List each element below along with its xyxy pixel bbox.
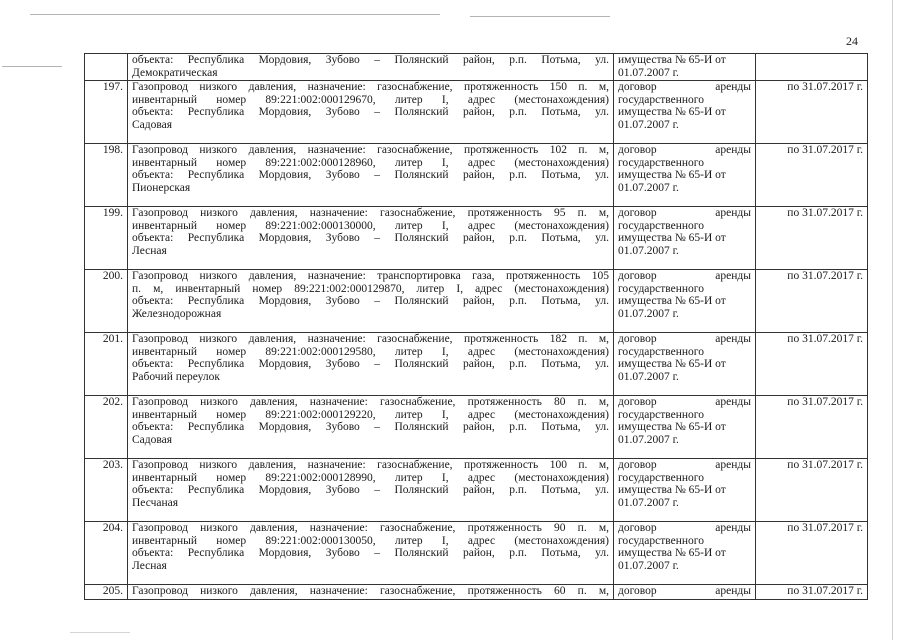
- object-description-cell: [128, 81, 614, 144]
- table-row: [85, 144, 868, 207]
- basis-line: государственного: [618, 93, 704, 106]
- lease-basis-cell: [614, 459, 756, 522]
- description-line: Газопровод низкого давления, назначение: газоснабжение, протяженность 90 п. м,: [132, 522, 609, 534]
- row-number-cell: 205.: [85, 585, 128, 600]
- table-row-continuation: [85, 54, 868, 81]
- basis-line: договор аренды: [618, 270, 751, 282]
- lease-term-cell: по 31.07.2017 г.: [756, 396, 868, 459]
- description-line: инвентарный номер 89:221:002:000130050, литер I, адрес (местонахождения): [132, 534, 609, 547]
- basis-line: государственного: [618, 534, 704, 547]
- table-row: [85, 81, 868, 144]
- row-number-cell: 204.: [85, 522, 128, 585]
- lease-basis-cell: [614, 144, 756, 207]
- lease-term-cell: по 31.07.2017 г.: [756, 270, 868, 333]
- basis-line: 01.07.2007 г.: [618, 182, 679, 195]
- basis-line: 01.07.2007 г.: [618, 66, 679, 79]
- description-line: объекта: Республика Мордовия, Зубово – Полянский район, р.п. Потьма, ул.: [132, 169, 609, 182]
- description-line: инвентарный номер 89:221:002:000129220, литер I, адрес (местонахождения): [132, 408, 609, 421]
- lease-term-cell: по 31.07.2017 г.: [756, 81, 868, 144]
- scan-artifact-left: [2, 66, 62, 67]
- description-line: объекта: Республика Мордовия, Зубово – Полянский район, р.п. Потьма, ул.: [132, 232, 609, 245]
- lease-basis-cell: [614, 270, 756, 333]
- page-number: 24: [846, 34, 858, 48]
- scan-artifact-bottom: [70, 632, 130, 633]
- lease-term-cell: по 31.07.2017 г.: [756, 144, 868, 207]
- lease-basis-cell: [614, 54, 756, 81]
- description-line: объекта: Республика Мордовия, Зубово – Полянский район, р.п. Потьма, ул.: [132, 106, 609, 119]
- description-line: п. м, инвентарный номер 89:221:002:000129870, литер I, адрес (местонахождения): [132, 282, 609, 295]
- description-line: инвентарный номер 89:221:002:000130000, литер I, адрес (местонахождения): [132, 219, 609, 232]
- description-line: Газопровод низкого давления, назначение: газоснабжение, протяженность 80 п. м,: [132, 396, 609, 408]
- basis-line: государственного: [618, 219, 704, 232]
- row-number-cell: [85, 54, 128, 81]
- description-line: Газопровод низкого давления, назначение: газоснабжение, протяженность 100 п. м,: [132, 459, 609, 471]
- basis-line: договор аренды: [618, 333, 751, 345]
- description-line: Газопровод низкого давления, назначение: газоснабжение, протяженность 102 п. м,: [132, 144, 609, 156]
- lease-basis-cell: [614, 396, 756, 459]
- object-description-cell: [128, 459, 614, 522]
- basis-line: имущества № 65-И от: [618, 358, 726, 371]
- object-description-cell: [128, 270, 614, 333]
- lease-term-cell: по 31.07.2017 г.: [756, 333, 868, 396]
- lease-term-cell: по 31.07.2017 г.: [756, 459, 868, 522]
- scan-artifact-top-right: [470, 16, 610, 17]
- description-line: Рабочий переулок: [132, 371, 220, 384]
- row-number-cell: 200.: [85, 270, 128, 333]
- property-lease-table: [84, 53, 868, 600]
- description-line: Железнодорожная: [132, 308, 222, 321]
- basis-line: государственного: [618, 156, 704, 169]
- table-row: [85, 459, 868, 522]
- basis-line: имущества № 65-И от: [618, 421, 726, 434]
- basis-line: имущества № 65-И от: [618, 547, 726, 560]
- lease-term-cell: [756, 54, 868, 81]
- basis-line: имущества № 65-И от: [618, 232, 726, 245]
- description-line: инвентарный номер 89:221:002:000129580, литер I, адрес (местонахождения): [132, 345, 609, 358]
- description-line: объекта: Республика Мордовия, Зубово – Полянский район, р.п. Потьма, ул.: [132, 295, 609, 308]
- lease-term-cell: по 31.07.2017 г.: [756, 585, 868, 600]
- description-line: объекта: Республика Мордовия, Зубово – Полянский район, р.п. Потьма, ул.: [132, 484, 609, 497]
- table-row: [85, 333, 868, 396]
- description-line: Газопровод низкого давления, назначение: газоснабжение, протяженность 60 п. м,: [132, 585, 609, 597]
- description-line: Пионерская: [132, 182, 191, 195]
- lease-basis-cell: [614, 522, 756, 585]
- description-line: Лесная: [132, 560, 167, 573]
- description-line: Песчаная: [132, 497, 179, 510]
- description-line: Лесная: [132, 245, 167, 258]
- basis-line: 01.07.2007 г.: [618, 371, 679, 384]
- description-line: Садовая: [132, 119, 173, 132]
- basis-line: договор аренды: [618, 585, 751, 597]
- description-line: объекта: Республика Мордовия, Зубово – Полянский район, р.п. Потьма, ул.: [132, 421, 609, 434]
- row-number-cell: 201.: [85, 333, 128, 396]
- description-line: Садовая: [132, 434, 173, 447]
- row-number-cell: 199.: [85, 207, 128, 270]
- object-description-cell: [128, 144, 614, 207]
- basis-line: договор аренды: [618, 459, 751, 471]
- basis-line: имущества № 65-И от: [618, 169, 726, 182]
- description-line: объекта: Республика Мордовия, Зубово – Полянский район, р.п. Потьма, ул.: [132, 547, 609, 560]
- table-row: [85, 270, 868, 333]
- basis-line: имущества № 65-И от: [618, 484, 726, 497]
- row-number-cell: 203.: [85, 459, 128, 522]
- row-number-cell: 198.: [85, 144, 128, 207]
- object-description-cell: [128, 54, 614, 81]
- table-row: [85, 207, 868, 270]
- basis-line: государственного: [618, 471, 704, 484]
- basis-line: договор аренды: [618, 207, 751, 219]
- description-line: инвентарный номер 89:221:002:000128990, литер I, адрес (местонахождения): [132, 471, 609, 484]
- object-description-cell: [128, 522, 614, 585]
- basis-line: государственного: [618, 408, 704, 421]
- lease-term-cell: по 31.07.2017 г.: [756, 522, 868, 585]
- description-line: Газопровод низкого давления, назначение: газоснабжение, протяженность 95 п. м,: [132, 207, 609, 219]
- row-number-cell: 197.: [85, 81, 128, 144]
- basis-line: имущества № 65-И от: [618, 295, 726, 308]
- row-number-cell: 202.: [85, 396, 128, 459]
- description-line: Газопровод низкого давления, назначение: газоснабжение, протяженность 150 п. м,: [132, 81, 609, 93]
- description-line: объекта: Республика Мордовия, Зубово – Полянский район, р.п. Потьма, ул.: [132, 54, 609, 66]
- basis-line: имущества № 65-И от: [618, 54, 726, 66]
- description-line: объекта: Республика Мордовия, Зубово – Полянский район, р.п. Потьма, ул.: [132, 358, 609, 371]
- object-description-cell: [128, 396, 614, 459]
- description-line: инвентарный номер 89:221:002:000129670, литер I, адрес (местонахождения): [132, 93, 609, 106]
- basis-line: договор аренды: [618, 81, 751, 93]
- basis-line: договор аренды: [618, 522, 751, 534]
- table-row: [85, 522, 868, 585]
- table-row: [85, 396, 868, 459]
- object-description-cell: [128, 207, 614, 270]
- basis-line: 01.07.2007 г.: [618, 560, 679, 573]
- basis-line: договор аренды: [618, 396, 751, 408]
- lease-term-cell: по 31.07.2017 г.: [756, 207, 868, 270]
- basis-line: 01.07.2007 г.: [618, 308, 679, 321]
- description-line: Газопровод низкого давления, назначение: газоснабжение, протяженность 182 п. м,: [132, 333, 609, 345]
- lease-basis-cell: [614, 81, 756, 144]
- lease-basis-cell: [614, 207, 756, 270]
- scan-artifact-top: [30, 14, 440, 15]
- basis-line: 01.07.2007 г.: [618, 497, 679, 510]
- table-row: [85, 585, 868, 600]
- basis-line: 01.07.2007 г.: [618, 119, 679, 132]
- object-description-cell: [128, 585, 614, 600]
- lease-basis-cell: [614, 333, 756, 396]
- basis-line: 01.07.2007 г.: [618, 434, 679, 447]
- basis-line: 01.07.2007 г.: [618, 245, 679, 258]
- object-description-cell: [128, 333, 614, 396]
- lease-basis-cell: [614, 585, 756, 600]
- description-line: Демократическая: [132, 66, 218, 79]
- basis-line: государственного: [618, 345, 704, 358]
- scan-artifact-right-edge: [892, 0, 893, 640]
- basis-line: имущества № 65-И от: [618, 106, 726, 119]
- basis-line: государственного: [618, 282, 704, 295]
- description-line: Газопровод низкого давления, назначение: транспортировка газа, протяженность 105: [132, 270, 609, 282]
- basis-line: договор аренды: [618, 144, 751, 156]
- table-body: [85, 54, 868, 600]
- description-line: инвентарный номер 89:221:002:000128960, литер I, адрес (местонахождения): [132, 156, 609, 169]
